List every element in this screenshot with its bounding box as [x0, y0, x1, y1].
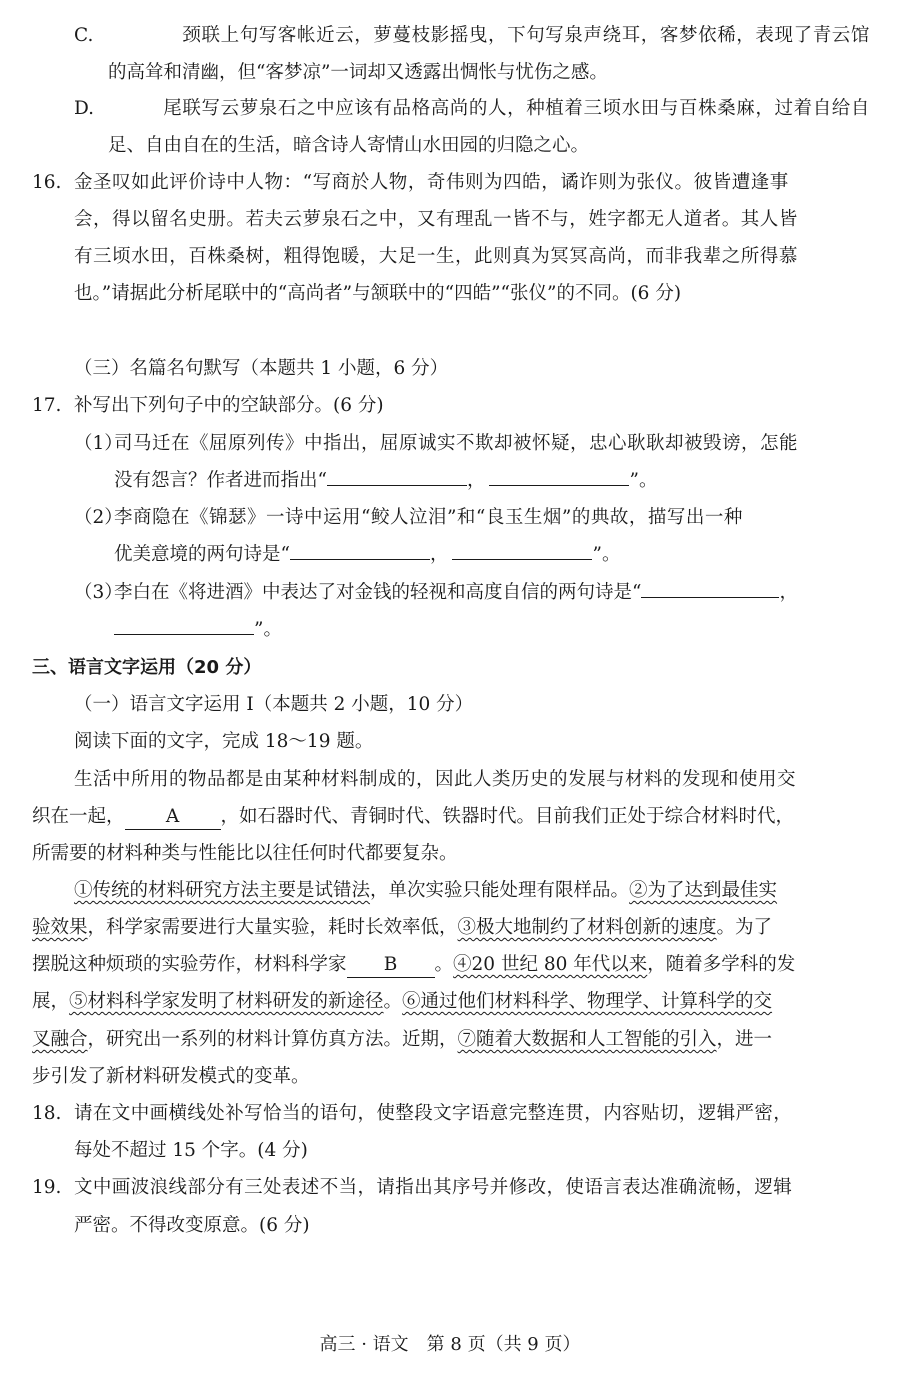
passage-para2-line1: ①传统的材料研究方法主要是试错法，单次实验只能处理有限样品。②为了达到最佳实	[74, 880, 778, 901]
part-3-heading: 三、语言文字运用（20 分）	[32, 657, 262, 678]
option-d-label: D.	[74, 98, 95, 119]
question-17-part1-line1: （1）司马迁在《屈原列传》中指出，屈原诚实不欺却被怀疑，忠心耿耿却被毁谤，怎能	[74, 424, 874, 464]
passage-para1-line3: 所需要的材料种类与性能比以往任何时代都要复杂。	[32, 843, 458, 864]
question-17-number: 17.	[32, 395, 62, 416]
wavy-segment-2: ②为了达到最佳实	[629, 880, 778, 901]
question-17-part3-line2: ”。	[114, 610, 874, 650]
reading-instruction: 阅读下面的文字，完成 18～19 题。	[74, 731, 374, 752]
question-19-number: 19.	[32, 1177, 62, 1198]
question-18-line1: 18. 请在文中画横线处补写恰当的语句，使整段文字语意完整连贯，内容贴切，逻辑严密，	[32, 1094, 872, 1134]
answer-blank[interactable]	[114, 610, 254, 635]
option-d-line2: 足、自由自在的生活，暗含诗人寄情山水田园的归隐之心。	[108, 135, 590, 156]
answer-blank[interactable]	[290, 535, 430, 560]
answer-blank[interactable]	[452, 535, 592, 560]
option-d-text: 尾联写云萝泉石之中应该有品格高尚的人，种植着三顷水田与百株桑麻，过着自给自	[163, 98, 870, 119]
question-16-line2: 会，得以留名史册。若夫云萝泉石之中，又有理乱一皆不与，姓字都无人道者。其人皆	[74, 209, 798, 230]
part1-label: （1）	[74, 433, 123, 454]
passage-para2-line3: 摆脱这种烦琐的实验劳作，材料科学家 B 。④20 世纪 80 年代以来，随着多学科的发	[32, 945, 872, 985]
option-c-line1	[74, 16, 870, 56]
page-footer: 高三 · 语文 第 8 页（共 9 页）	[319, 1334, 581, 1355]
option-c-text: 颈联上句写客帐近云，萝蔓枝影摇曳，下句写泉声绕耳，客梦依稀，表现了青云馆	[182, 25, 870, 46]
passage-para2-line4: 展，⑤材料科学家发明了材料研发的新途径。⑥通过他们材料科学、物理学、计算科学的交	[32, 991, 773, 1012]
wavy-segment-5: ⑤材料科学家发明了材料研发的新途径	[69, 991, 384, 1012]
answer-blank[interactable]	[327, 461, 467, 486]
wavy-segment-6: ⑥通过他们材料科学、物理学、计算科学的交	[402, 991, 773, 1012]
option-c-label: C.	[74, 25, 94, 46]
option-d-line1	[74, 89, 870, 129]
question-19-line1: 19. 文中画波浪线部分有三处表述不当，请指出其序号并修改，使语言表达准确流畅，逻辑	[32, 1168, 872, 1208]
question-18-number: 18.	[32, 1103, 62, 1124]
wavy-segment-1: ①传统的材料研究方法主要是试错法	[74, 880, 371, 901]
question-16-number: 16.	[32, 172, 62, 193]
option-c-line2: 的高耸和清幽，但“客梦凉”一词却又透露出惆怅与忧伤之感。	[108, 62, 608, 83]
part3-label: （3）	[74, 582, 123, 603]
question-18-line2: 每处不超过 15 个字。(4 分)	[74, 1140, 308, 1161]
question-16-line3: 有三顷水田，百株桑树，粗得饱暖，大足一生，此则真为冥冥高尚，而非我辈之所得慕	[74, 246, 798, 267]
wavy-segment-4: ④20 世纪 80 年代以来	[453, 954, 648, 975]
blank-b[interactable]: B	[347, 953, 435, 978]
question-17-part3-line1: （3）李白在《将进酒》中表达了对金钱的轻视和高度自信的两句诗是“ ，	[74, 573, 874, 613]
wavy-segment-6-cont: 叉融合	[32, 1029, 88, 1050]
passage-para1-line1: 生活中所用的物品都是由某种材料制成的，因此人类历史的发展与材料的发现和使用交	[74, 769, 797, 790]
section-heading-3: （三）名篇名句默写（本题共 1 小题，6 分）	[74, 358, 449, 379]
question-17-stem: 17. 补写出下列句子中的空缺部分。(6 分)	[32, 386, 872, 426]
blank-a[interactable]: A	[125, 805, 221, 830]
part2-label: （2）	[74, 507, 123, 528]
wavy-segment-2-cont: 验效果	[32, 917, 88, 938]
question-16-line1: 16. 金圣叹如此评价诗中人物：“写商於人物，奇伟则为四皓，谲诈则为张仪。彼皆遭逢事	[32, 163, 872, 203]
passage-para2-line5: 叉融合，研究出一系列的材料计算仿真方法。近期，⑦随着大数据和人工智能的引入，进一	[32, 1029, 773, 1050]
question-16-line4: 也。”请据此分析尾联中的“高尚者”与颔联中的“四皓”“张仪”的不同。(6 分)	[74, 283, 682, 304]
question-17-part1-line2: 没有怨言？作者进而指出“ ， ”。	[114, 461, 874, 501]
answer-blank[interactable]	[489, 461, 629, 486]
question-17-part2-line2: 优美意境的两句诗是“ ， ”。	[114, 535, 874, 575]
wavy-segment-7: ⑦随着大数据和人工智能的引入	[457, 1029, 717, 1050]
subsection-heading: （一）语言文字运用 Ⅰ（本题共 2 小题，10 分）	[74, 694, 474, 715]
question-19-line2: 严密。不得改变原意。(6 分)	[74, 1215, 310, 1236]
answer-blank[interactable]	[641, 573, 779, 598]
question-17-part2-line1: （2）李商隐在《锦瑟》一诗中运用“鲛人泣泪”和“良玉生烟”的典故，描写出一种	[74, 498, 874, 538]
wavy-segment-3: ③极大地制约了材料创新的速度	[457, 917, 717, 938]
passage-para2-line2: 验效果，科学家需要进行大量实验，耗时长效率低，③极大地制约了材料创新的速度。为了	[32, 917, 773, 938]
passage-para2-line6: 步引发了新材料研发模式的变革。	[32, 1066, 310, 1087]
passage-para1-line2: 织在一起， A ，如石器时代、青铜时代、铁器时代。目前我们正处于综合材料时代，	[32, 797, 872, 837]
